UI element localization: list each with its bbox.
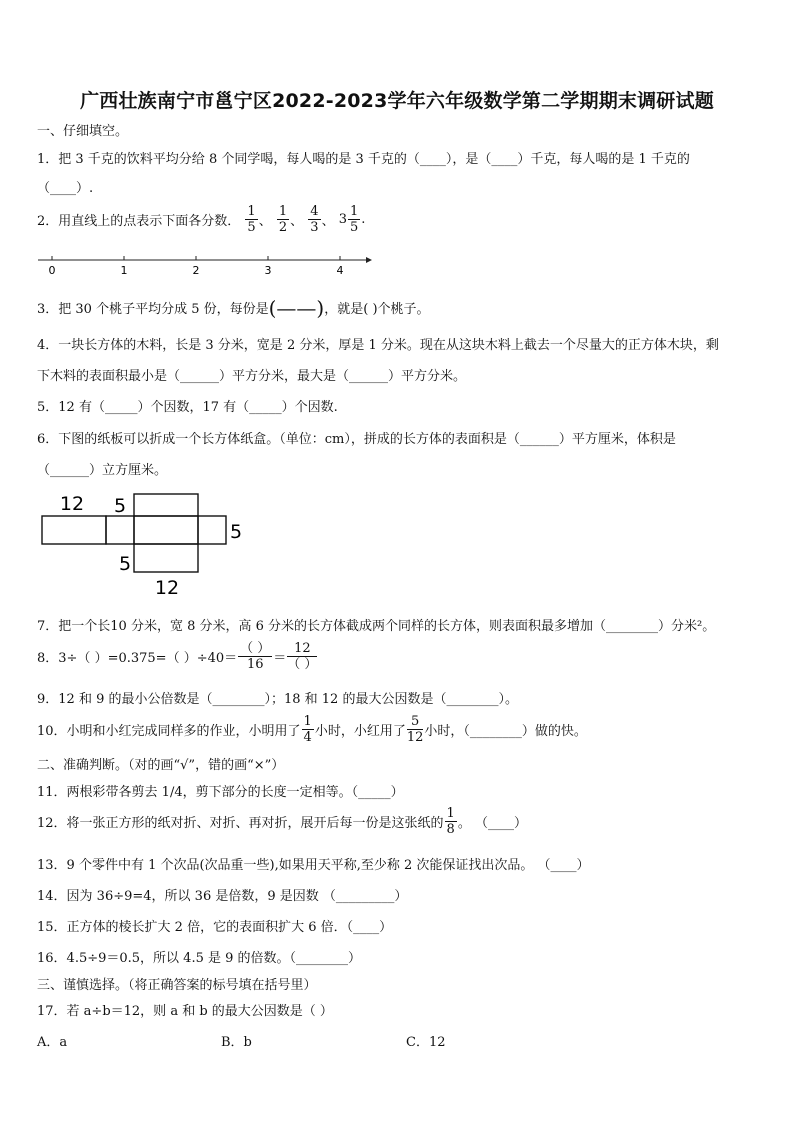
- question-1-line-2: （____）.: [37, 181, 94, 196]
- tick-4: 4: [336, 264, 344, 277]
- question-13: 13．9 个零件中有 1 个次品(次品重一些),如果用天平称,至少称 2 次能保证找出次品。 （____）: [37, 858, 590, 873]
- mixed-number-whole: 3: [338, 212, 348, 227]
- question-15: 15．正方体的棱长扩大 2 倍，它的表面积扩大 6 倍．（____）: [37, 920, 393, 935]
- option-c: C．12: [406, 1035, 446, 1050]
- fraction-12-blank: $\frac{12}{( )}$: [287, 641, 318, 672]
- tick-1: 1: [120, 264, 128, 277]
- label-height-bottom: 5: [118, 553, 132, 575]
- question-2-text: 2．用直线上的点表示下面各分数．: [37, 214, 241, 229]
- question-1-line-1: 1．把 3 千克的饮料平均分给 8 个同学喝，每人喝的是 3 千克的（____），是（____）千克，每人喝的是 1 千克的: [37, 152, 690, 167]
- question-8: 8．3÷（ ）=0.375=（ ）÷40＝ $\frac{( )}{16}$ ＝ $\frac{12}{( )}$: [37, 641, 318, 672]
- question-4-line-1: 4．一块长方体的木料，长是 3 分米，宽是 2 分米，厚是 1 分米。现在从这块木料上截去一个尽量大的正方体木块，剩: [37, 338, 719, 353]
- question-6-line-2: （______）立方厘米。: [37, 463, 168, 478]
- fraction-4-3: $\frac{4}{3}$: [310, 204, 319, 235]
- option-a: A．a: [37, 1035, 68, 1050]
- box-net-diagram: [36, 488, 266, 603]
- number-line: [30, 250, 380, 278]
- fraction-1-5: $\frac{1}{5}$: [247, 204, 256, 235]
- fraction-1-4: $\frac{1}{4}$: [303, 714, 312, 745]
- page-title: 广西壮族南宁市邕宁区2022-2023学年六年级数学第二学期期末调研试题: [80, 90, 714, 112]
- tick-2: 2: [192, 264, 200, 277]
- option-b: B．b: [221, 1035, 252, 1050]
- label-length-top: 12: [59, 493, 85, 515]
- section-2-heading: 二、准确判断。（对的画“√”，错的画“×”）: [37, 758, 285, 773]
- section-1-heading: 一、仔细填空。: [37, 124, 129, 139]
- question-7: 7．把一个长10 分米，宽 8 分米，高 6 分米的长方体截成两个同样的长方体，则表面积最多增加（________）分米²。: [37, 619, 716, 634]
- fraction-3-1-5: $\frac{1}{5}$: [350, 204, 359, 235]
- fraction-5-12: $\frac{5}{12}$: [406, 714, 424, 745]
- label-height-top: 5: [113, 495, 127, 517]
- question-11: 11．两根彩带各剪去 1/4，剪下部分的长度一定相等。（_____）: [37, 785, 404, 800]
- question-12: 12．将一张正方形的纸对折、对折、再对折，展开后每一份是这张纸的 $\frac{1}{8}$ 。 （____）: [37, 806, 527, 837]
- question-9: 9．12 和 9 的最小公倍数是（________）；18 和 12 的最大公因数是（________）。: [37, 692, 518, 707]
- tick-3: 3: [264, 264, 272, 277]
- question-10: 10．小明和小红完成同样多的作业，小明用了 $\frac{1}{4}$ 小时，小红用了 $\frac{5}{12}$ 小时，（________）做的快。: [37, 714, 587, 745]
- question-16: 16．4.5÷9＝0.5，所以 4.5 是 9 的倍数。（________）: [37, 951, 362, 966]
- fraction-blank-16: $\frac{( )}{16}$: [240, 641, 271, 672]
- question-14: 14．因为 36÷9=4，所以 36 是倍数，9 是因数 （_________）: [37, 889, 408, 904]
- tick-0: 0: [48, 264, 56, 277]
- question-5: 5．12 有（_____）个因数，17 有（_____）个因数.: [37, 400, 338, 415]
- question-6-line-1: 6．下图的纸板可以折成一个长方体纸盒。（单位：cm），拼成的长方体的表面积是（______）平方厘米，体积是: [37, 432, 676, 447]
- label-width-right: 5: [229, 521, 243, 543]
- question-2: 2．用直线上的点表示下面各分数． $\frac{1}{5}$ 、 $\frac{1}{2}$ 、 $\frac{4}{3}$ 、 3 $\frac{1}{5}$ .: [37, 204, 366, 235]
- fraction-blank: (——): [268, 296, 325, 320]
- question-4-line-2: 下木料的表面积最小是（______）平方分米，最大是（______）平方分米。: [37, 369, 467, 384]
- fraction-1-2: $\frac{1}{2}$: [278, 204, 288, 235]
- question-17: 17．若 a÷b＝12，则 a 和 b 的最大公因数是（ ）: [37, 1004, 333, 1019]
- section-3-heading: 三、谨慎选择。（将正确答案的标号填在括号里）: [37, 978, 317, 993]
- label-length-bottom: 12: [154, 577, 180, 599]
- fraction-1-8: $\frac{1}{8}$: [446, 806, 455, 837]
- question-3: 3．把 30 个桃子平均分成 5 份，每份是(——)，就是( )个桃子。: [37, 296, 430, 320]
